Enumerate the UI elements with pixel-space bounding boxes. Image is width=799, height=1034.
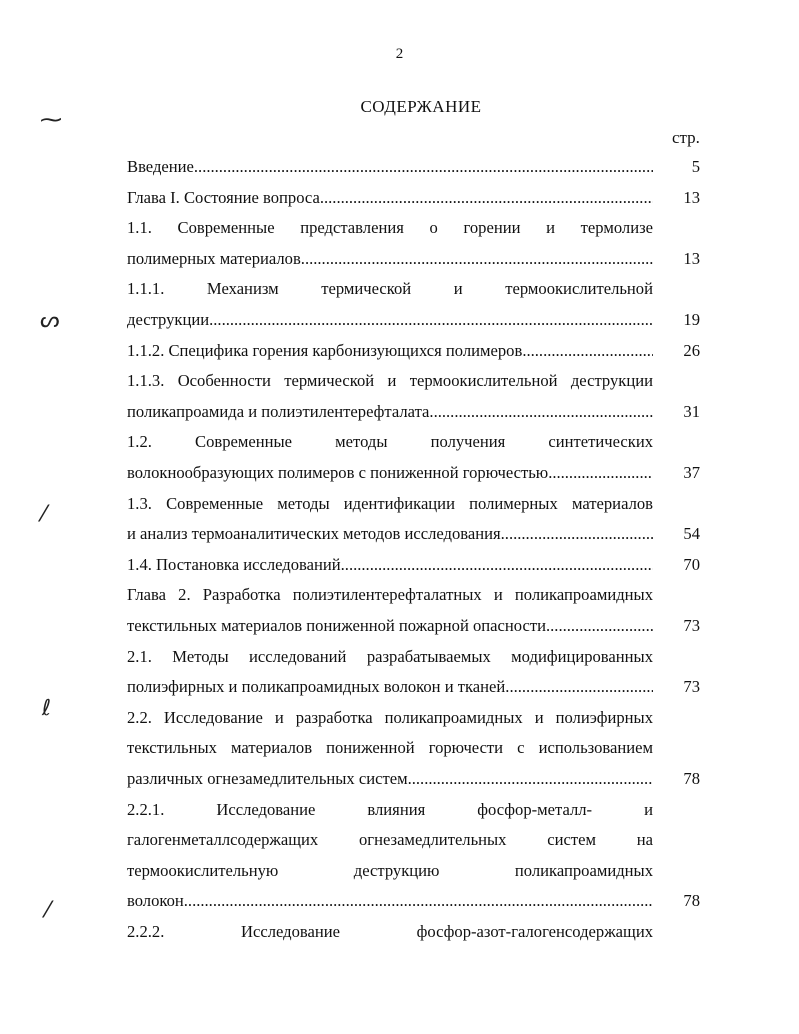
toc-leader-dots	[341, 550, 653, 580]
toc-leader-dots	[194, 152, 653, 182]
toc-entry	[127, 305, 653, 335]
toc-page-number: 54	[683, 524, 700, 544]
toc-leader-dots	[184, 886, 653, 916]
toc-page-number: 70	[683, 554, 700, 574]
toc-leader-dots	[548, 458, 653, 488]
toc-entry-text: 2.2. Исследование и разработка поликапроамидных и полиэфирных	[127, 707, 653, 727]
toc-page-number: 73	[683, 677, 700, 697]
toc-entry-text: галогенметаллсодержащих огнезамедлительных систем на	[127, 830, 653, 850]
toc-entry-text: деструкции	[127, 310, 210, 329]
toc-page-number: 13	[683, 248, 700, 268]
page-title: СОДЕРЖАНИЕ	[360, 97, 482, 116]
toc-entry-text: 2.2.2. Исследование фосфор-азот-галогенсодержащих	[127, 922, 653, 941]
toc-entry	[127, 336, 653, 366]
page-column-label: стр.	[672, 128, 700, 147]
toc-entry-text: полимерных материалов	[127, 248, 301, 268]
toc-entry-text: различных огнезамедлительных систем	[127, 769, 408, 788]
toc-entry-text: 1.2. Современные методы получения синтетических	[127, 432, 653, 452]
handwritten-mark: ⁄	[46, 898, 50, 923]
toc-leader-dots	[209, 305, 653, 335]
toc-entry	[127, 244, 653, 274]
toc-entry-text: Глава 2. Разработка полиэтилентерефталатных и поликапроамидных	[127, 585, 653, 605]
toc-leader-dots	[522, 336, 653, 366]
toc-page-number: 73	[683, 616, 700, 635]
toc-entry	[127, 672, 653, 702]
toc-entry-text: поликапроамида и полиэтилентерефталата	[127, 401, 430, 421]
toc-page-number: 31	[683, 401, 700, 421]
handwritten-mark: ℓ	[42, 696, 52, 721]
toc-page-number: 19	[683, 310, 700, 329]
toc-page-number: 78	[683, 891, 700, 911]
toc-entry	[127, 886, 653, 916]
toc-entry-text: и анализ термоаналитических методов исследования	[127, 524, 501, 544]
toc-entry-text: Глава I. Состояние вопроса	[127, 187, 320, 207]
toc-entry-text: текстильных материалов пониженной пожарной опасности	[127, 616, 546, 635]
toc-entry	[127, 152, 653, 182]
toc-entry-text: 1.1.1. Механизм термической и термоокислительной	[127, 279, 653, 299]
toc-entry-text: термоокислительную деструкцию поликапроамидных	[127, 860, 653, 880]
toc-page-number: 5	[691, 157, 700, 176]
toc-leader-dots	[501, 519, 653, 549]
toc-leader-dots	[320, 183, 653, 213]
toc-entry-text: Введение	[127, 157, 194, 176]
toc-entry-text: текстильных материалов пониженной горючести с использованием	[127, 738, 653, 758]
toc-leader-dots	[429, 397, 653, 427]
handwritten-mark: ⁓	[40, 108, 62, 133]
toc-entry	[127, 458, 653, 488]
toc-entry-text: 1.3. Современные методы идентификации полимерных материалов	[127, 493, 653, 513]
toc-leader-dots	[408, 764, 653, 794]
toc-entry-text: 2.1. Методы исследований разрабатываемых модифицированных	[127, 646, 653, 666]
toc-page-number: 13	[683, 187, 700, 207]
toc-leader-dots	[505, 672, 653, 702]
toc-entry-text: 1.1.2. Специфика горения карбонизующихся полимеров	[127, 340, 523, 360]
toc-entry-text: волокон	[127, 891, 184, 911]
toc-page-number: 78	[683, 769, 700, 788]
page-number: 2	[395, 46, 404, 62]
handwritten-mark: ᔕ	[40, 308, 60, 333]
toc-entry-text: 1.4. Постановка исследований	[127, 554, 341, 574]
toc-entry	[127, 183, 653, 213]
toc-entry	[127, 764, 653, 794]
toc-entry-text: волокнообразующих полимеров с пониженной горючестью	[127, 463, 549, 482]
toc-leader-dots	[301, 244, 653, 274]
handwritten-mark: ⁄	[42, 502, 46, 527]
toc-entry	[127, 550, 653, 580]
toc-page-number: 37	[683, 463, 700, 482]
toc-page-number: 26	[683, 340, 700, 360]
toc-entry-text: 2.2.1. Исследование влияния фосфор-металл- и	[127, 799, 653, 819]
toc-leader-dots	[546, 611, 653, 641]
toc-entry-text: 1.1. Современные представления о горении и термолизе	[127, 218, 653, 238]
toc-entry-text: полиэфирных и поликапроамидных волокон и тканей	[127, 677, 506, 697]
toc-entry	[127, 519, 653, 549]
toc-entry	[127, 611, 653, 641]
toc-entry-text: 1.1.3. Особенности термической и термоокислительной деструкции	[127, 371, 653, 391]
toc-entry	[127, 397, 653, 427]
